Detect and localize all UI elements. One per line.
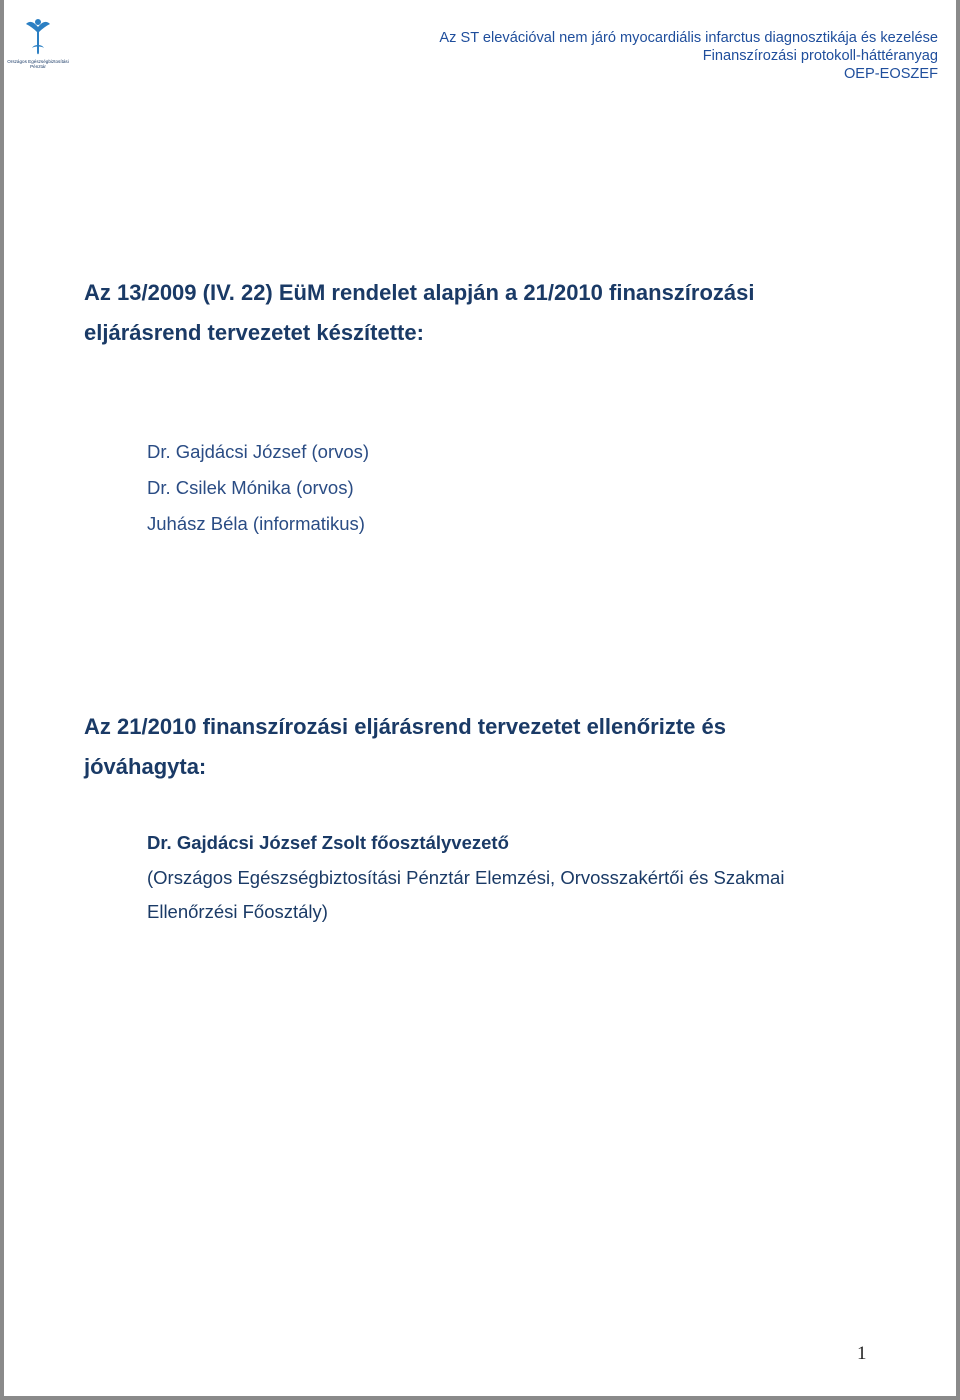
prepared-by-heading: [84, 273, 884, 353]
prepared-by-heading-line1: Az 13/2009 (IV. 22) EüM rendelet alapján a 21/2010 finanszírozási: [84, 280, 755, 305]
author-item: Dr. Gajdácsi József (orvos): [147, 441, 370, 462]
header-title: Az ST elevációval nem járó myocardiális infarctus diagnosztikája és kezelése: [439, 30, 938, 46]
author-item: Juhász Béla (informatikus): [147, 513, 365, 534]
prepared-by-heading-line2: eljárásrend tervezetet készítette:: [84, 320, 424, 345]
author-list: [147, 434, 369, 542]
approved-by-heading-line2: jóváhagyta:: [84, 754, 207, 779]
approver-organization-line2: Ellenőrzési Főosztály): [147, 901, 328, 922]
page-number: 1: [857, 1343, 867, 1364]
approved-by-heading: [84, 707, 884, 787]
organization-logo: [6, 18, 70, 74]
author-item: Dr. Csilek Mónika (orvos): [147, 477, 354, 498]
approver-organization-line1: (Országos Egészségbiztosítási Pénztár Elemzési, Orvosszakértői és Szakmai: [147, 866, 785, 888]
logo-caption: Országos Egészségbiztosítási Pénztár: [7, 59, 69, 70]
approver-block: [147, 826, 927, 930]
header-code: OEP-EOSZEF: [843, 66, 938, 82]
stylized-figure-logo-icon: [24, 18, 52, 58]
approver-name: Dr. Gajdácsi József Zsolt főosztályvezető: [147, 832, 509, 853]
document-header: [439, 29, 938, 83]
header-subtitle: Finanszírozási protokoll-háttéranyag: [702, 48, 938, 64]
approved-by-heading-line1: Az 21/2010 finanszírozási eljárásrend tervezetet ellenőrizte és: [84, 714, 726, 739]
